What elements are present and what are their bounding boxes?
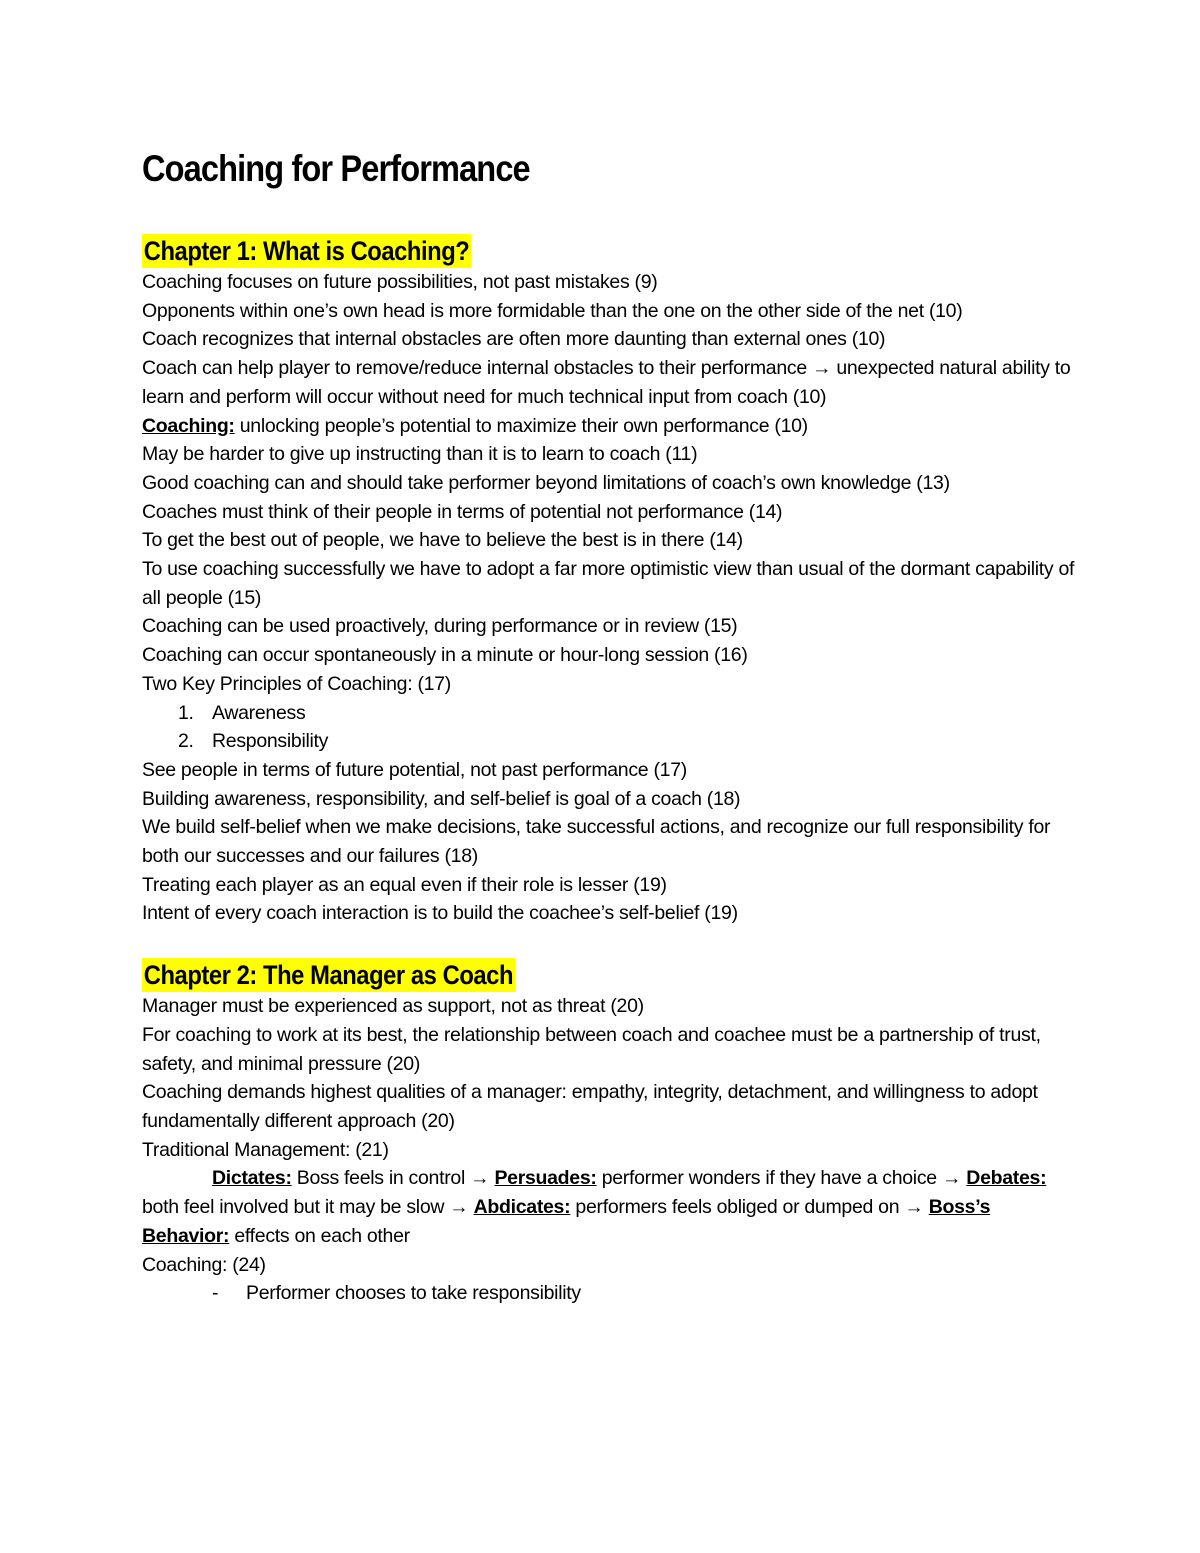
definition-text: Boss feels in control xyxy=(291,1167,471,1190)
definition-text: performers feels obliged or dumped on xyxy=(570,1196,905,1219)
note-line: Two Key Principles of Coaching: (17) xyxy=(142,672,451,695)
note-line: Intent of every coach interaction is to build the coachee’s self-belief (19) xyxy=(142,902,738,925)
note-line: We build self-belief when we make decisions, take successful actions, and recognize our full responsibility for both our successes and our failures (18) xyxy=(142,816,1051,868)
note-line: See people in terms of future potential, not past performance (17) xyxy=(142,758,687,781)
list-text: Responsibility xyxy=(212,730,329,753)
note-line: May be harder to give up instructing than it is to learn to coach (11) xyxy=(142,443,698,466)
list-item xyxy=(142,699,1082,728)
note-line: Good coaching can and should take performer beyond limitations of coach’s own knowledge (13) xyxy=(142,471,950,494)
note-line: Coaching focuses on future possibilities, not past mistakes (9) xyxy=(142,271,658,293)
note-line: To use coaching successfully we have to adopt a far more optimistic view than usual of the dormant capability of all people (15) xyxy=(142,558,1075,609)
definition-term: Persuades: xyxy=(494,1167,597,1190)
chapter-1-section xyxy=(142,234,1082,928)
note-line: Coach recognizes that internal obstacles are often more daunting than external ones (10) xyxy=(142,328,886,351)
note-line: Coaching: (24) xyxy=(142,1253,266,1276)
list-number: 1. xyxy=(178,701,194,724)
note-line: Treating each player as an equal even if their role is lesser (19) xyxy=(142,873,667,896)
list-text: Awareness xyxy=(212,701,306,724)
note-line: Coaches must think of their people in terms of potential not performance (14) xyxy=(142,500,783,523)
definition-text: effects on each other xyxy=(229,1224,410,1247)
chapter-2-section xyxy=(142,958,1082,1308)
note-line xyxy=(142,354,1082,411)
chapter-1-heading: Chapter 1: What is Coaching? xyxy=(143,236,470,266)
note-line: Opponents within one’s own head is more formidable than the one on the other side of the net (10) xyxy=(142,299,963,322)
note-text: unexpected natural ability to learn and perform will occur without need for much technical input from coach (10) xyxy=(142,357,1071,408)
definition-text: both feel involved but it may be slow xyxy=(142,1196,450,1219)
definition-term: Boss’s Behavior: xyxy=(142,1196,991,1247)
arrow-icon: → xyxy=(449,1196,469,1219)
list-item xyxy=(142,1279,1082,1308)
note-line: To get the best out of people, we have to believe the best is in there (14) xyxy=(142,529,743,552)
document-title: Coaching for Performance xyxy=(142,148,530,189)
chapter-2-heading: Chapter 2: The Manager as Coach xyxy=(143,960,514,991)
management-styles-paragraph xyxy=(142,1164,1082,1250)
note-line: Manager must be experienced as support, not as threat (20) xyxy=(142,995,644,1018)
note-line: For coaching to work at its best, the relationship between coach and coachee must be a partnership of trust, safety, and minimal pressure (20) xyxy=(142,1023,1041,1075)
dash-bullet: - xyxy=(212,1282,219,1305)
note-line: Building awareness, responsibility, and self-belief is goal of a coach (18) xyxy=(142,787,741,810)
definition-term: Debates: xyxy=(966,1167,1047,1190)
arrow-icon: → xyxy=(904,1196,924,1219)
list-item xyxy=(142,727,1082,756)
arrow-icon: → xyxy=(470,1167,490,1190)
note-line: Coaching can occur spontaneously in a minute or hour-long session (16) xyxy=(142,644,748,667)
note-line xyxy=(142,412,1082,441)
note-line: Coaching demands highest qualities of a manager: empathy, integrity, detachment, and willingness to adopt fundamentally different approach (20) xyxy=(142,1081,1038,1132)
definition-term: Dictates: xyxy=(212,1167,292,1190)
definition-text: unlocking people’s potential to maximize their own performance (10) xyxy=(234,414,808,437)
note-text: Coach can help player to remove/reduce internal obstacles to their performance xyxy=(142,357,813,380)
definition-term: Coaching: xyxy=(142,414,235,437)
list-number: 2. xyxy=(178,730,194,753)
definition-term: Abdicates: xyxy=(473,1196,571,1219)
document-page xyxy=(142,140,1082,1308)
note-line: Traditional Management: (21) xyxy=(142,1138,389,1161)
list-text: Performer chooses to take responsibility xyxy=(246,1282,581,1305)
note-line: Coaching can be used proactively, during performance or in review (15) xyxy=(142,615,738,638)
arrow-icon: → xyxy=(812,357,832,380)
definition-text: performer wonders if they have a choice xyxy=(596,1167,942,1190)
arrow-icon: → xyxy=(941,1167,962,1190)
